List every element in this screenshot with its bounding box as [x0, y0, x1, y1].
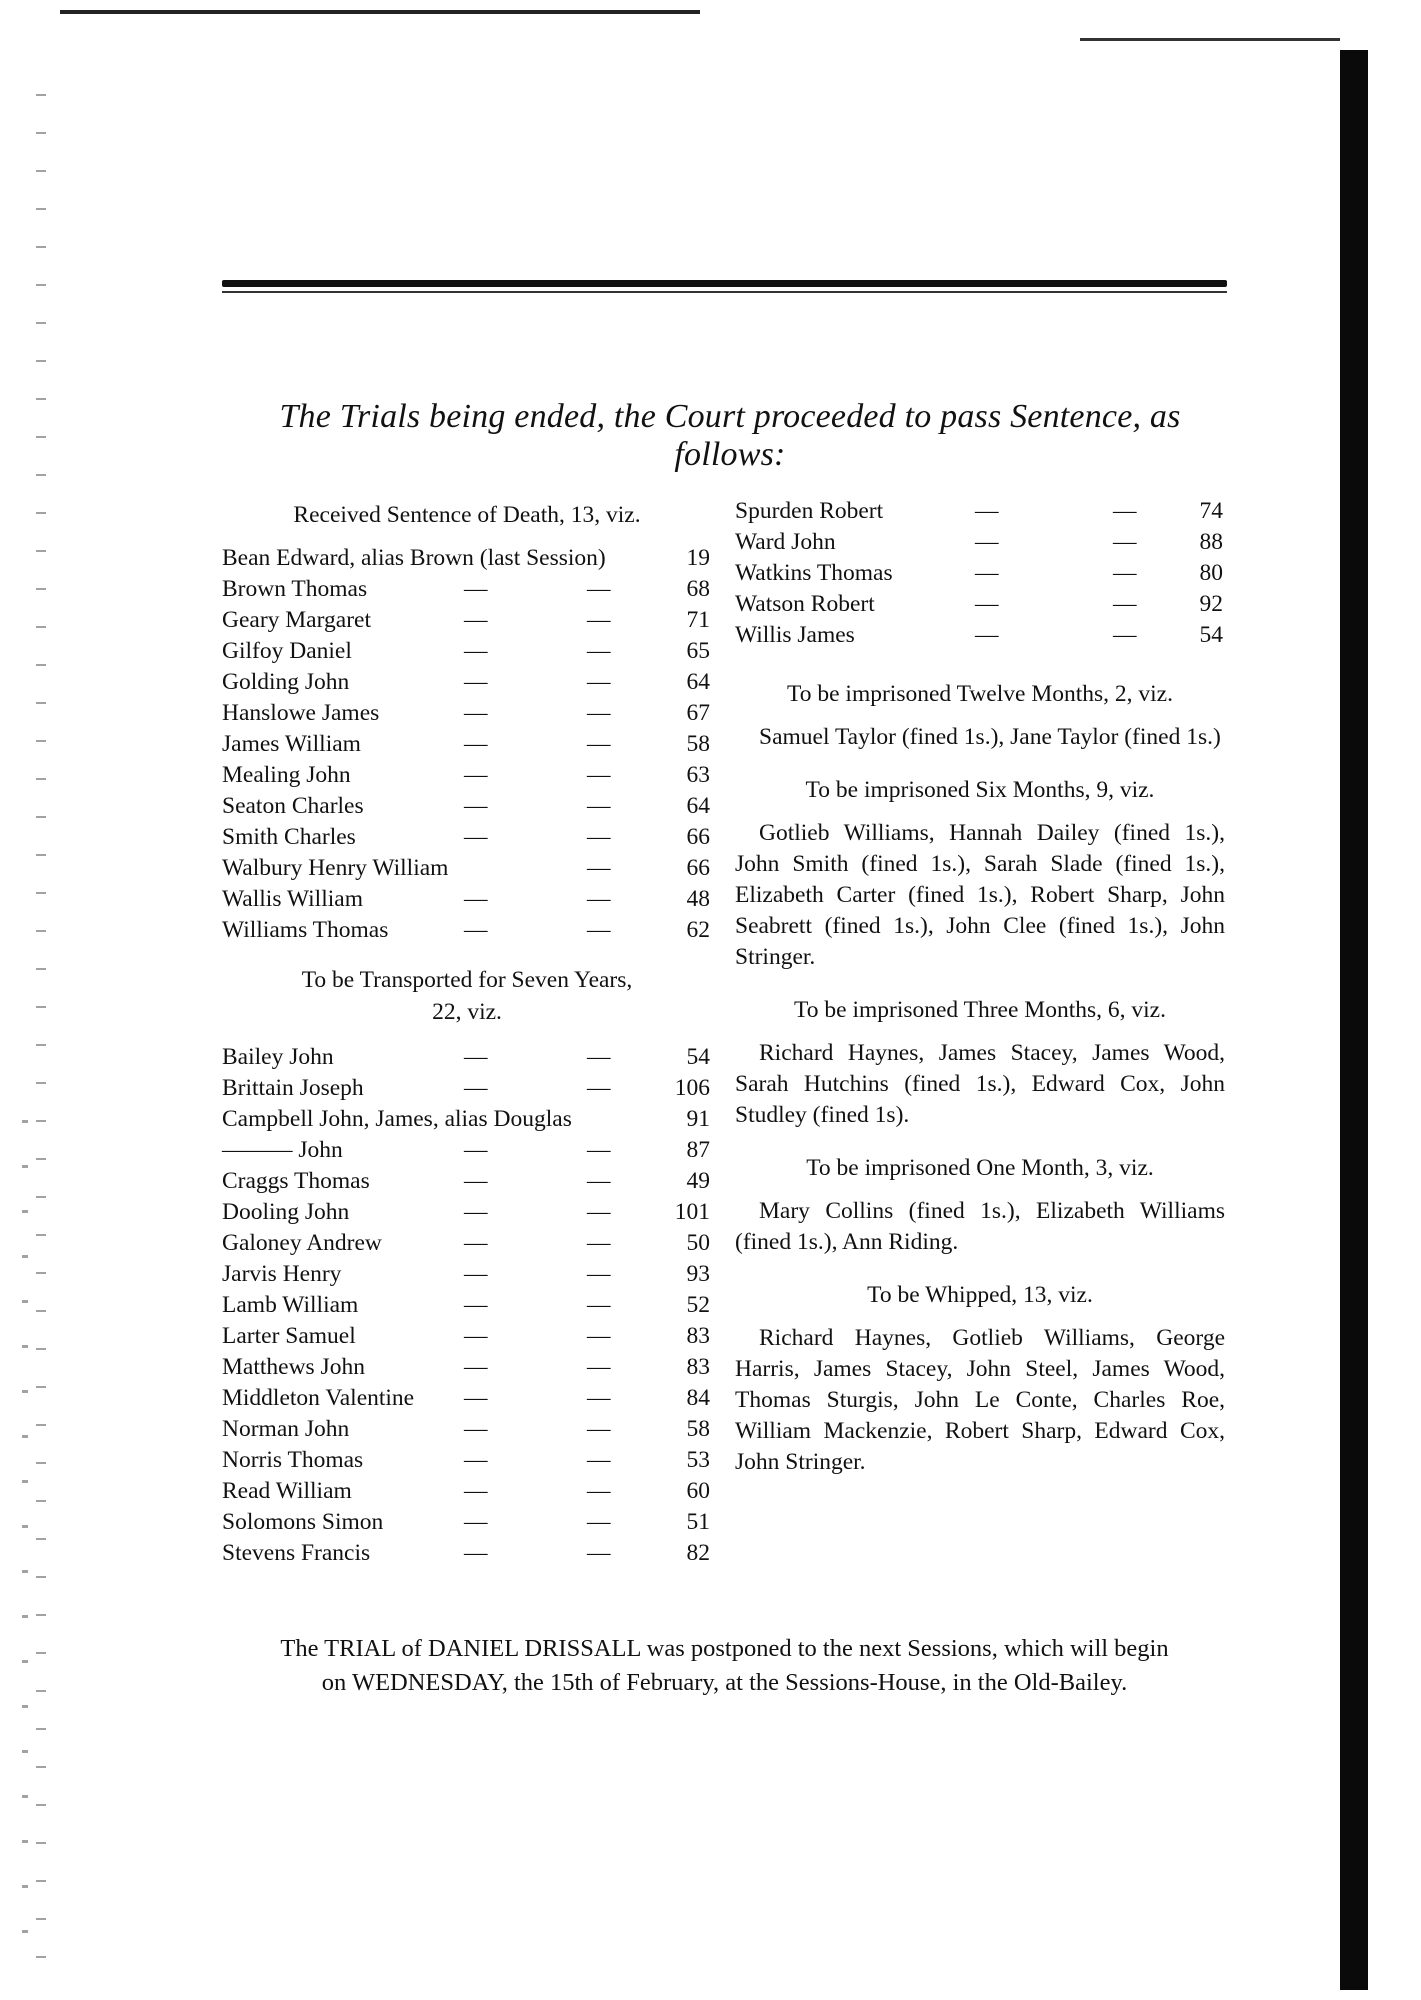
entry-dash: — — [464, 1230, 488, 1256]
entry-page-number: 48 — [686, 886, 710, 912]
entry-dash: — — [975, 560, 999, 586]
list-entry — [222, 1445, 712, 1476]
list-entry — [222, 574, 712, 605]
entry-page-number: 50 — [686, 1230, 710, 1256]
six-months-title: To be imprisoned Six Months, 9, viz. — [805, 777, 1155, 803]
list-entry — [222, 853, 712, 884]
entry-dash: — — [464, 638, 488, 664]
entry-dash: — — [587, 576, 611, 602]
entry-page-number: 80 — [1199, 560, 1223, 586]
heading-rule-thin — [222, 291, 1227, 293]
list-entry — [222, 543, 712, 574]
entry-dash: — — [587, 1168, 611, 1194]
one-month-title: To be imprisoned One Month, 3, viz. — [806, 1155, 1154, 1181]
entry-name: Matthews John — [222, 1354, 365, 1380]
entry-page-number: 66 — [686, 824, 710, 850]
entry-dash: — — [587, 1292, 611, 1318]
entry-page-number: 63 — [686, 762, 710, 788]
list-entry — [222, 1166, 712, 1197]
entry-page-number: 54 — [686, 1044, 710, 1070]
entry-name: Dooling John — [222, 1199, 350, 1225]
entry-page-number: 83 — [686, 1354, 710, 1380]
entry-name: Brown Thomas — [222, 576, 368, 602]
entry-dash: — — [464, 917, 488, 943]
scan-artifact-top-rule — [60, 10, 700, 14]
entry-page-number: 93 — [686, 1261, 710, 1287]
scan-artifact-binding-edge — [1340, 50, 1368, 1990]
entry-page-number: 19 — [686, 545, 710, 571]
entry-dash: — — [1113, 622, 1137, 648]
entry-name: Stevens Francis — [222, 1540, 371, 1566]
entry-dash: — — [1113, 529, 1137, 555]
entry-dash: — — [587, 700, 611, 726]
entry-page-number: 58 — [686, 731, 710, 757]
heading-rule-thick — [222, 280, 1227, 287]
three-months-title: To be imprisoned Three Months, 6, viz. — [794, 997, 1166, 1023]
entry-name: Walbury Henry William — [222, 855, 449, 881]
entry-dash: — — [587, 1540, 611, 1566]
postponement-notice — [222, 1632, 1227, 1700]
transported-title-line2: 22, viz. — [432, 999, 502, 1025]
scan-artifact-left-margin-lower — [22, 1100, 28, 1960]
three-months-names: Richard Haynes, James Stacey, James Wood, Sarah Hutchins (fined 1s.), Edward Cox, John Studley (fined 1s). — [735, 1040, 1225, 1128]
one-month-names: Mary Collins (fined 1s.), Elizabeth Williams (fined 1s.), Ann Riding. — [735, 1198, 1225, 1255]
right-column — [735, 496, 1225, 1478]
notice-line-1: The TRIAL of DANIEL DRISSALL was postponed to the next Sessions, which will begin — [280, 1635, 1169, 1662]
entry-name: Campbell John, James, alias Douglas — [222, 1106, 572, 1132]
entry-dash: — — [587, 762, 611, 788]
entry-dash: — — [587, 1137, 611, 1163]
entry-name: Lamb William — [222, 1292, 359, 1318]
entry-dash: — — [464, 793, 488, 819]
entry-page-number: 64 — [686, 793, 710, 819]
six-months-names: Gotlieb Williams, Hannah Dailey (fined 1s.), John Smith (fined 1s.), Sarah Slade (fined 1s.), Elizabeth Carter (fined 1s.), Robert Sharp, John Seabrett (fined 1s.), John Clee (fined 1s.), John Stringer. — [735, 820, 1225, 970]
list-entry — [222, 1383, 712, 1414]
entry-name: Bean Edward, alias Brown (last Session) — [222, 545, 606, 571]
entry-dash: — — [464, 1168, 488, 1194]
entry-name: Smith Charles — [222, 824, 356, 850]
entry-name: Jarvis Henry — [222, 1261, 342, 1287]
list-entry — [735, 558, 1225, 589]
entry-dash: — — [975, 498, 999, 524]
entry-page-number: 52 — [686, 1292, 710, 1318]
whipped-title: To be Whipped, 13, viz. — [867, 1282, 1093, 1308]
entry-dash: — — [464, 607, 488, 633]
entry-page-number: 66 — [686, 855, 710, 881]
list-entry — [735, 496, 1225, 527]
twelve-months-names: Samuel Taylor (fined 1s.), Jane Taylor (fined 1s.) — [759, 724, 1221, 750]
list-entry — [222, 884, 712, 915]
list-entry — [222, 729, 712, 760]
entry-page-number: 82 — [686, 1540, 710, 1566]
entry-dash: — — [1113, 591, 1137, 617]
entry-name: Larter Samuel — [222, 1323, 356, 1349]
entry-name: Read William — [222, 1478, 352, 1504]
entry-name: Golding John — [222, 669, 350, 695]
entry-name: Gilfoy Daniel — [222, 638, 352, 664]
entry-page-number: 62 — [686, 917, 710, 943]
list-entry — [222, 1290, 712, 1321]
entry-dash: — — [464, 1447, 488, 1473]
entry-dash: — — [464, 1354, 488, 1380]
entry-page-number: 87 — [686, 1137, 710, 1163]
entry-dash: — — [587, 824, 611, 850]
entry-page-number: 54 — [1199, 622, 1223, 648]
entry-dash: — — [587, 1261, 611, 1287]
left-column — [222, 500, 712, 1569]
entry-dash: — — [464, 886, 488, 912]
entry-page-number: 106 — [674, 1075, 710, 1101]
list-entry — [222, 791, 712, 822]
list-entry — [222, 605, 712, 636]
entry-page-number: 49 — [686, 1168, 710, 1194]
entry-page-number: 67 — [686, 700, 710, 726]
entry-dash: — — [464, 1323, 488, 1349]
entry-page-number: 88 — [1199, 529, 1223, 555]
entry-dash: — — [587, 1199, 611, 1225]
entry-dash: — — [975, 591, 999, 617]
entry-dash: — — [464, 1199, 488, 1225]
entry-name: Craggs Thomas — [222, 1168, 370, 1194]
page-heading: The Trials being ended, the Court proceeded to pass Sentence, as follows: — [279, 398, 1181, 473]
entry-page-number: 53 — [686, 1447, 710, 1473]
entry-page-number: 83 — [686, 1323, 710, 1349]
entry-name: Solomons Simon — [222, 1509, 384, 1535]
entry-dash: — — [587, 669, 611, 695]
entry-page-number: 71 — [686, 607, 710, 633]
entry-name: Bailey John — [222, 1044, 334, 1070]
entry-page-number: 101 — [674, 1199, 710, 1225]
scan-artifact-left-margin — [36, 80, 46, 1980]
entry-name: Mealing John — [222, 762, 351, 788]
list-entry — [222, 1538, 712, 1569]
entry-dash: — — [587, 1447, 611, 1473]
entry-dash: — — [587, 638, 611, 664]
entry-name: Galoney Andrew — [222, 1230, 382, 1256]
entry-dash: — — [587, 917, 611, 943]
entry-page-number: 91 — [686, 1106, 710, 1132]
entry-name: James William — [222, 731, 361, 757]
entry-dash: — — [587, 1385, 611, 1411]
transported-list-continued — [735, 496, 1225, 651]
entry-name: Seaton Charles — [222, 793, 364, 819]
list-entry — [735, 620, 1225, 651]
list-entry — [222, 1414, 712, 1445]
list-entry — [222, 822, 712, 853]
entry-dash: — — [464, 1292, 488, 1318]
entry-dash: — — [587, 731, 611, 757]
list-entry — [222, 915, 712, 946]
scan-artifact-top-rule-right — [1080, 38, 1340, 41]
entry-dash: — — [464, 731, 488, 757]
list-entry — [222, 1073, 712, 1104]
entry-name: Norman John — [222, 1416, 350, 1442]
entry-dash: — — [464, 576, 488, 602]
entry-dash: — — [464, 1261, 488, 1287]
entry-dash: — — [464, 669, 488, 695]
entry-dash: — — [587, 855, 611, 881]
entry-name: Brittain Joseph — [222, 1075, 364, 1101]
notice-line-2: on WEDNESDAY, the 15th of February, at the Sessions-House, in the Old-Bailey. — [321, 1669, 1128, 1696]
entry-page-number: 58 — [686, 1416, 710, 1442]
transported-list — [222, 1042, 712, 1569]
entry-dash: — — [464, 1137, 488, 1163]
entry-dash: — — [464, 1478, 488, 1504]
list-entry — [222, 1135, 712, 1166]
entry-page-number: 74 — [1199, 498, 1223, 524]
entry-name: ——— John — [222, 1137, 343, 1163]
entry-page-number: 92 — [1199, 591, 1223, 617]
entry-dash: — — [975, 622, 999, 648]
entry-name: Ward John — [735, 529, 836, 555]
entry-name: Wallis William — [222, 886, 363, 912]
entry-dash: — — [464, 824, 488, 850]
list-entry — [222, 698, 712, 729]
entry-dash: — — [975, 529, 999, 555]
entry-dash: — — [587, 1323, 611, 1349]
twelve-months-title: To be imprisoned Twelve Months, 2, viz. — [787, 681, 1173, 707]
entry-dash: — — [587, 1230, 611, 1256]
entry-dash: — — [587, 1416, 611, 1442]
entry-dash: — — [464, 1416, 488, 1442]
list-entry — [222, 1476, 712, 1507]
entry-page-number: 60 — [686, 1478, 710, 1504]
entry-name: Watson Robert — [735, 591, 875, 617]
entry-name: Watkins Thomas — [735, 560, 893, 586]
entry-dash: — — [464, 1509, 488, 1535]
entry-dash: — — [587, 1478, 611, 1504]
entry-page-number: 65 — [686, 638, 710, 664]
list-entry — [735, 589, 1225, 620]
entry-dash: — — [587, 886, 611, 912]
entry-dash: — — [587, 1044, 611, 1070]
list-entry — [222, 1321, 712, 1352]
entry-dash: — — [587, 1354, 611, 1380]
death-list — [222, 543, 712, 946]
list-entry — [222, 1259, 712, 1290]
entry-dash: — — [464, 700, 488, 726]
entry-name: Norris Thomas — [222, 1447, 364, 1473]
entry-dash: — — [464, 1044, 488, 1070]
list-entry — [735, 527, 1225, 558]
entry-dash: — — [464, 1075, 488, 1101]
entry-name: Spurden Robert — [735, 498, 884, 524]
entry-dash: — — [587, 1509, 611, 1535]
transported-title-line1: To be Transported for Seven Years, — [301, 967, 633, 993]
entry-dash: — — [464, 1385, 488, 1411]
list-entry — [222, 1507, 712, 1538]
entry-page-number: 64 — [686, 669, 710, 695]
entry-page-number: 51 — [686, 1509, 710, 1535]
entry-dash: — — [587, 1075, 611, 1101]
entry-dash: — — [587, 793, 611, 819]
death-section-title: Received Sentence of Death, 13, viz. — [293, 502, 641, 528]
list-entry — [222, 1197, 712, 1228]
list-entry — [222, 1104, 712, 1135]
list-entry — [222, 1042, 712, 1073]
entry-page-number: 68 — [686, 576, 710, 602]
list-entry — [222, 667, 712, 698]
list-entry — [222, 636, 712, 667]
list-entry — [222, 1352, 712, 1383]
entry-name: Hanslowe James — [222, 700, 380, 726]
entry-dash: — — [1113, 498, 1137, 524]
entry-name: Williams Thomas — [222, 917, 389, 943]
list-entry — [222, 760, 712, 791]
entry-name: Geary Margaret — [222, 607, 371, 633]
entry-name: Middleton Valentine — [222, 1385, 415, 1411]
whipped-names: Richard Haynes, Gotlieb Williams, George Harris, James Stacey, John Steel, James Wood, Thomas Sturgis, John Le Conte, Charles Roe, William Mackenzie, Robert Sharp, Edward Cox, John Stringer. — [735, 1325, 1225, 1475]
entry-dash: — — [587, 607, 611, 633]
list-entry — [222, 1228, 712, 1259]
entry-dash: — — [464, 1540, 488, 1566]
entry-page-number: 84 — [686, 1385, 710, 1411]
entry-dash: — — [464, 762, 488, 788]
entry-name: Willis James — [735, 622, 855, 648]
entry-dash: — — [1113, 560, 1137, 586]
transported-section-title — [222, 964, 712, 1028]
